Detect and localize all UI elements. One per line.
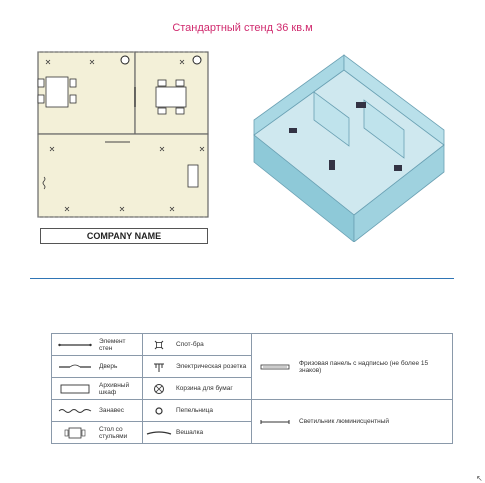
cabinet-symbol xyxy=(188,165,198,187)
plan-hall xyxy=(38,134,208,217)
legend-ashtray: Пепельница xyxy=(176,407,213,414)
curtain-icon xyxy=(55,408,95,414)
table-chairs-icon xyxy=(55,425,95,441)
legend-spotlight: Спот-бра xyxy=(176,341,204,348)
legend-table-chairs: Стол со стульями xyxy=(99,425,128,440)
legend-curtain: Занавес xyxy=(99,407,124,414)
cabinet-icon xyxy=(55,384,95,394)
legend-socket: Электрическая розетка xyxy=(176,363,247,370)
page-title: Стандартный стенд 36 кв.м xyxy=(172,22,313,34)
cursor-icon: ↖ xyxy=(476,474,483,483)
legend-waste-basket: Корзина для бумаг xyxy=(176,385,233,392)
legend-fluorescent-lamp: Светильник люминисцентный xyxy=(299,418,390,425)
legend-wall-element: Элемент стен xyxy=(99,337,126,352)
legend-cabinet: Архивный шкаф xyxy=(99,381,130,396)
waste-basket-icon xyxy=(146,383,172,395)
floor-plan xyxy=(30,47,212,225)
legend-hanger: Вешалка xyxy=(176,429,204,436)
door-icon xyxy=(55,364,95,370)
fluorescent-lamp-icon xyxy=(255,419,295,425)
legend-table xyxy=(51,333,453,444)
legend-door: Дверь xyxy=(99,363,118,370)
fascia-panel-icon xyxy=(255,364,295,370)
wall-element-icon xyxy=(55,342,95,348)
section-divider xyxy=(30,278,454,279)
legend-fascia-panel: Фризовая панель с надписью (не более 15 знаков) xyxy=(299,359,429,374)
company-name-panel: COMPANY NAME xyxy=(40,228,208,244)
spotlight-icon xyxy=(146,339,172,351)
hanger-icon xyxy=(146,430,172,436)
booth-3d-view xyxy=(244,50,450,242)
socket-icon xyxy=(146,361,172,373)
ashtray-icon xyxy=(146,405,172,417)
